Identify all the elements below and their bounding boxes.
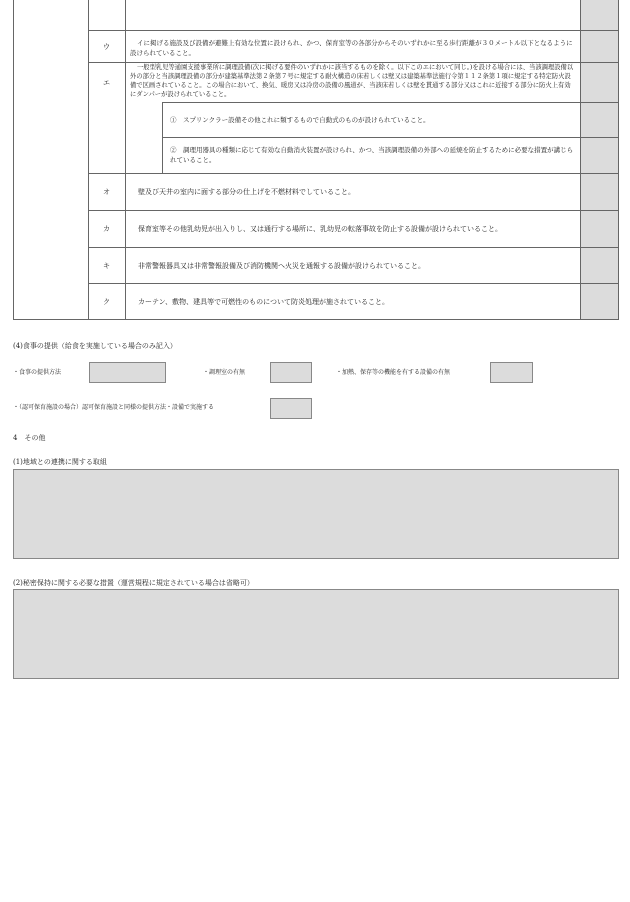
sub-row-text: ① スプリンクラー設備その他これに類するもので自動式のものが設けられていること。 (170, 116, 430, 124)
kitchen-input[interactable] (270, 362, 312, 383)
row-label: エ (103, 79, 110, 87)
community-label: (1)地域との連携に関する取組 (13, 458, 107, 466)
sub-row-text: ② 調理用器具の種類に応じて有効な自動消火装置が設けられ、かつ、当該調理設備の外部への延焼を防止するために必要な措置が講じられていること。 (170, 146, 574, 164)
community-textarea[interactable] (13, 469, 619, 559)
equipment-input[interactable] (490, 362, 533, 383)
row-label: ク (103, 298, 110, 306)
row-label: ウ (103, 43, 110, 51)
row-text: 一般型乳児等通園支援事業所に調理設備(次に掲げる要件のいずれかに該当するものを除く。以下このエにおいて同じ。)を設ける場合には、当該調理設備以外の部分と当該調理設備の部分が建築基準法第２条第７号に規定する耐火構造の床若しくは壁又は建築基準法施行令第１１２条第１項に規定する特定防火設備で区画されていること。この場合において、換気、暖房又は冷房の設備の風道が、当該床若しくは壁を貫通する部分又はこれに近接する部分に防火上有効にダンパーが設けられていること。 (130, 64, 574, 98)
meal-heading: (4)食事の提供（給食を実施している場合のみ記入） (13, 342, 177, 350)
row-text: カーテン、敷物、建具等で可燃性のものについて防炎処理が施されていること。 (138, 298, 389, 306)
other-heading: 4 その他 (13, 434, 46, 442)
licensed-input[interactable] (270, 398, 312, 419)
confidentiality-label: (2)秘密保持に関する必要な措置（運営規程に規定されている場合は省略可） (13, 579, 254, 587)
row-label: カ (103, 225, 110, 233)
licensed-label: ・（認可保育施設の場合）認可保育施設と同様の提供方法・設備で実施する (13, 404, 215, 411)
row-label: オ (103, 188, 110, 196)
kitchen-label: ・調理室の有無 (203, 369, 246, 376)
row-label: キ (103, 262, 110, 270)
row-text: 保育室等その他乳幼児が出入りし、又は通行する場所に、乳幼児の転落事故を防止する設備が設けられていること。 (138, 225, 502, 233)
row-text: 壁及び天井の室内に面する部分の仕上げを不燃材料でしていること。 (138, 188, 355, 196)
equipment-label: ・加熱、保存等の機能を有する設備の有無 (336, 369, 451, 376)
meal-method-input[interactable] (89, 362, 166, 383)
confidentiality-textarea[interactable] (13, 589, 619, 679)
meal-method-label: ・食事の提供方法 (13, 369, 62, 376)
row-text: 非常警報器具又は非常警報設備及び消防機関へ火災を通報する設備が設けられていること。 (138, 262, 425, 270)
check-column[interactable] (580, 0, 618, 319)
row-text: イに掲げる施設及び設備が避難上有効な位置に設けられ、かつ、保育室等の各部分からそのいずれかに至る歩行距離が３０メートル以下となるように設けられていること。 (130, 39, 573, 57)
